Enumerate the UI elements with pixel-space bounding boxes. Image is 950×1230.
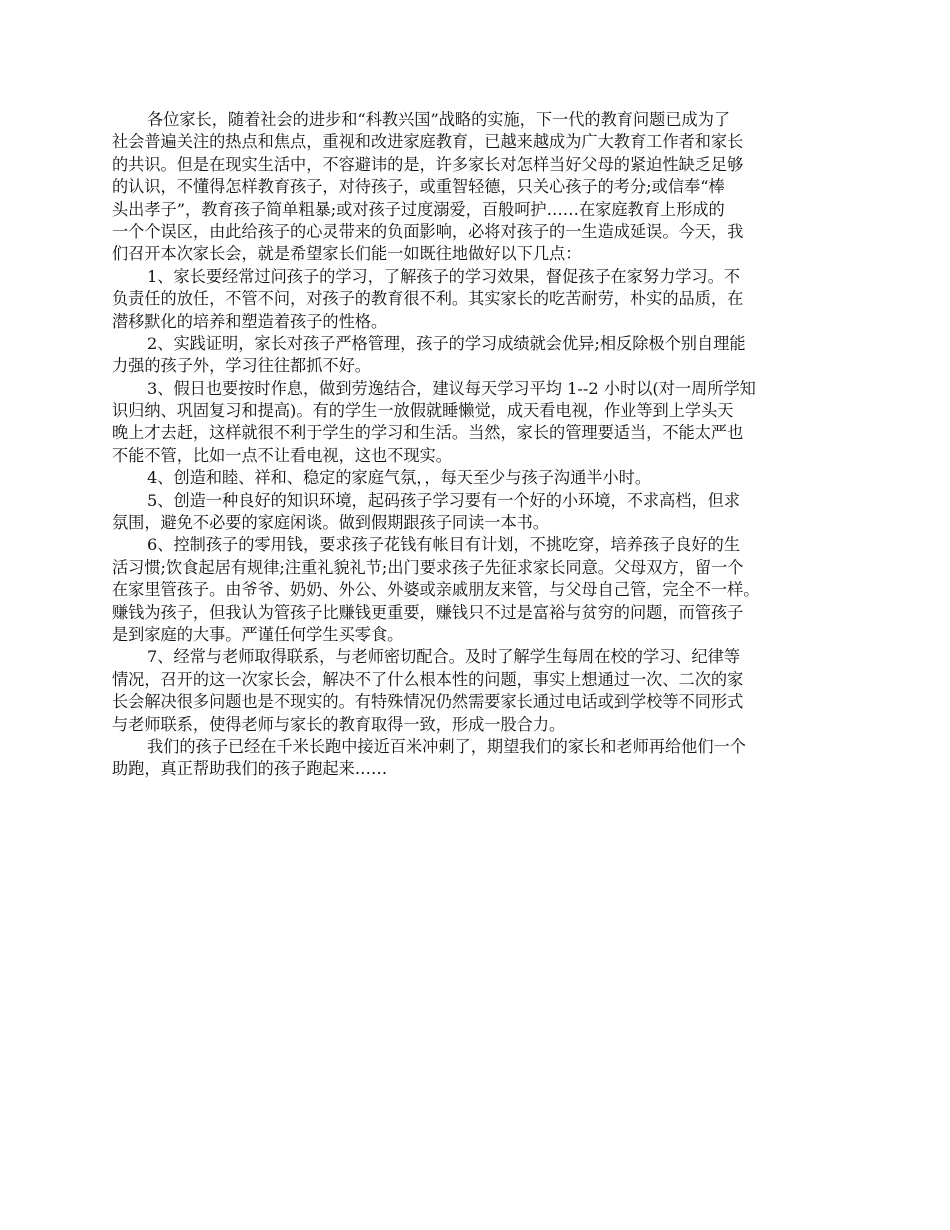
text-line: 3、假日也要按时作息，做到劳逸结合，建议每天学习平均 1--2 小时以(对一周所学知 xyxy=(147,378,756,398)
text-line: 我们的孩子已经在千米长跑中接近百米冲刺了，期望我们的家长和老师再给他们一个 xyxy=(147,736,746,756)
text-line: 助跑，真正帮助我们的孩子跑起来…… xyxy=(112,759,388,779)
text-line: 识归纳、巩固复习和提高)。有的学生一放假就睡懒觉，成天看电视，作业等到上学头天 xyxy=(112,401,734,421)
paragraph-point-4 xyxy=(112,467,842,489)
text-line: 各位家长，随着社会的进步和“科教兴国”战略的实施，下一代的教育问题已成为了 xyxy=(147,110,731,129)
text-line: 不能不管，比如一点不让看电视，这也不现实。 xyxy=(112,445,452,465)
paragraph-point-6 xyxy=(112,534,842,646)
text-line: 2、实践证明，家长对孩子严格管理，孩子的学习成绩就会优异;相反除极个别自理能 xyxy=(147,333,746,353)
text-line: 7、经常与老师取得联系，与老师密切配合。及时了解学生每周在校的学习、纪律等 xyxy=(147,647,741,667)
text-line: 的共识。但是在现实生活中，不容避讳的是，许多家长对怎样当好父母的紧迫性缺乏足够 xyxy=(112,154,744,174)
text-line: 活习惯;饮食起居有规律;注重礼貌礼节;出门要求孩子先征求家长同意。父母双方，留一个 xyxy=(112,557,744,577)
text-line: 在家里管孩子。由爷爷、奶奶、外公、外婆或亲戚朋友来管，与父母自己管，完全不一样。 xyxy=(112,580,760,600)
paragraph-point-1 xyxy=(112,266,842,333)
text-line: 力强的孩子外，学习往往都抓不好。 xyxy=(112,356,371,376)
text-line: 负责任的放任，不管不问，对孩子的教育很不利。其实家长的吃苦耐劳，朴实的品质，在 xyxy=(112,289,744,309)
paragraph-point-2 xyxy=(112,333,842,378)
text-line: 是到家庭的大事。严谨任何学生买零食。 xyxy=(112,624,404,644)
text-line: 长会解决很多问题也是不现实的。有特殊情况仍然需要家长通过电话或到学校等不同形式 xyxy=(112,692,744,712)
text-line: 1、家长要经常过问孩子的学习，了解孩子的学习效果，督促孩子在家努力学习。不 xyxy=(147,266,741,286)
text-line: 们召开本次家长会，就是希望家长们能一如既往地做好以下几点： xyxy=(112,244,582,264)
text-line: 一个个误区，由此给孩子的心灵带来的负面影响，必将对孩子的一生造成延误。今天，我 xyxy=(112,221,744,241)
paragraph-point-3 xyxy=(112,378,842,468)
paragraph-point-5 xyxy=(112,490,842,535)
text-line: 与老师联系，使得老师与家长的教育取得一致，形成一股合力。 xyxy=(112,714,566,734)
text-line: 氛围，避免不必要的家庭闲谈。做到假期跟孩子同读一本书。 xyxy=(112,513,550,533)
paragraph-closing xyxy=(112,736,842,781)
paragraph-point-7 xyxy=(112,646,842,736)
text-line: 5、创造一种良好的知识环境，起码孩子学习要有一个好的小环境，不求高档，但求 xyxy=(147,490,741,510)
text-line: 潜移默化的培养和塑造着孩子的性格。 xyxy=(112,311,388,331)
text-line: 的认识，不懂得怎样教育孩子，对待孩子，或重智轻德，只关心孩子的考分;或信奉“棒 xyxy=(112,177,725,197)
text-line: 赚钱为孩子，但我认为管孩子比赚钱更重要，赚钱只不过是富裕与贫穷的问题，而管孩子 xyxy=(112,602,744,622)
text-line: 头出孝子”，教育孩子简单粗暴;或对孩子过度溺爱，百般呵护……在家庭教育上形成的 xyxy=(112,199,725,219)
text-line: 社会普遍关注的热点和焦点，重视和改进家庭教育，已越来越成为广大教育工作者和家长 xyxy=(112,132,744,152)
text-line: 情况，召开的这一次家长会，解决不了什么根本性的问题，事实上想通过一次、二次的家 xyxy=(112,669,744,689)
paragraph-intro xyxy=(112,109,842,266)
text-line: 4、创造和睦、祥和、稳定的家庭气氛，，每天至少与孩子沟通半小时。 xyxy=(147,468,652,488)
text-line: 6、控制孩子的零用钱，要求孩子花钱有帐目有计划，不挑吃穿，培养孩子良好的生 xyxy=(147,535,741,555)
document-page xyxy=(112,109,842,781)
text-line: 晚上才去赶，这样就很不利于学生的学习和生活。当然，家长的管理要适当，不能太严也 xyxy=(112,423,744,443)
